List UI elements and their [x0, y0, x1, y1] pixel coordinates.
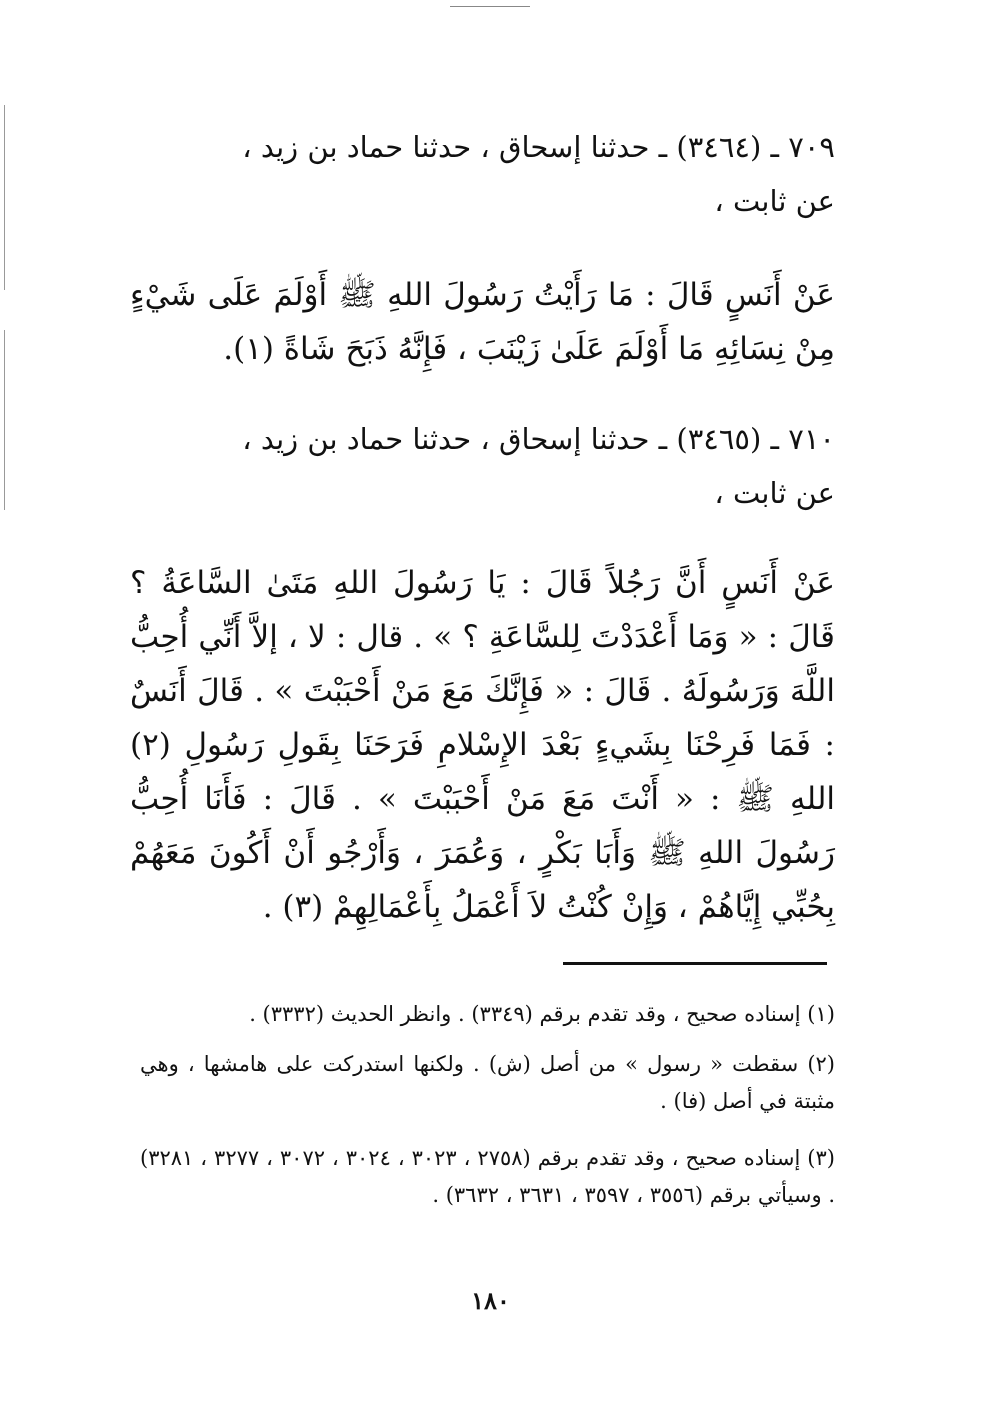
hadith-710-chain-line2: عن ثابت ،: [714, 476, 835, 510]
footnote-separator: [563, 962, 827, 965]
left-margin-mark-lower: [4, 330, 5, 510]
hadith-709-chain-line2: عن ثابت ،: [714, 184, 835, 218]
top-edge-line: [450, 6, 530, 7]
hadith-709-chain-line1: ٧٠٩ ـ (٣٤٦٤) ـ حدثنا إسحاق ، حدثنا حماد بن زيد ،: [242, 130, 835, 164]
footnote-2: (٢) سقطت « رسول » من أصل (ش) . ولكنها استدركت على هامشها ، وهي مثبتة في أصل (فا) .: [140, 1052, 835, 1113]
hadith-710-chain-line1: ٧١٠ ـ (٣٤٦٥) ـ حدثنا إسحاق ، حدثنا حماد بن زيد ،: [242, 422, 835, 456]
hadith-709-chain: [130, 120, 835, 228]
hadith-710-chain: [130, 412, 835, 520]
left-margin-mark-upper: [4, 105, 5, 290]
hadith-710-text: عَنْ أَنَسٍ أَنَّ رَجُلاً قَالَ : يَا رَسُولَ اللهِ مَتَىٰ السَّاعَةُ ؟ قَالَ : « وَمَا أَعْدَدْتَ لِلسَّاعَةِ ؟ » . قال : لا ، إلاَّ أَنِّي أُحِبُّ اللَّهَ وَرَسُولَهُ . قَالَ : « فَإِنَّكَ مَعَ مَنْ أَحْبَبْتَ » . قَالَ أَنَسٌ : فَمَا فَرِحْنَا بِشَيءٍ بَعْدَ الإِسْلامِ فَرَحَنَا بِقَولِ رَسُولِ (٢) اللهِ ﷺ : « أَنْتَ مَعَ مَنْ أَحْبَبْتَ » . قَالَ : فَأَنَا أُحِبُّ رَسُولَ اللهِ ﷺ وَأَبَا بَكْرٍ ، وَعُمَرَ ، وَأَرْجُو أَنْ أَكُونَ مَعَهُمْ بِحُبِّي إِيَّاهُمْ ، وَإِنْ كُنْتُ لاَ أَعْمَلُ بِأَعْمَالِهِمْ (٣) .: [130, 565, 835, 925]
page-number: ١٨٠: [471, 1286, 510, 1315]
footnote-3: (٣) إسناده صحيح ، وقد تقدم برقم (٢٧٥٨ ، ٣٠٢٣ ، ٣٠٢٤ ، ٣٠٧٢ ، ٣٢٧٧ ، ٣٢٨١) . وسيأتي برقم (٣٥٥٦ ، ٣٥٩٧ ، ٣٦٣١ ، ٣٦٣٢) .: [140, 1146, 835, 1207]
footnote-1: (١) إسناده صحيح ، وقد تقدم برقم (٣٣٤٩) . وانظر الحديث (٣٣٣٢) .: [249, 1002, 835, 1026]
hadith-709-text: عَنْ أَنَسٍ قَالَ : مَا رَأَيْتُ رَسُولَ اللهِ ﷺ أَوْلَمَ عَلَى شَيْءٍ مِنْ نِسَائِهِ مَا أَوْلَمَ عَلَىٰ زَيْنَبَ ، فَإِنَّهُ ذَبَحَ شَاةً (١).: [130, 277, 835, 367]
